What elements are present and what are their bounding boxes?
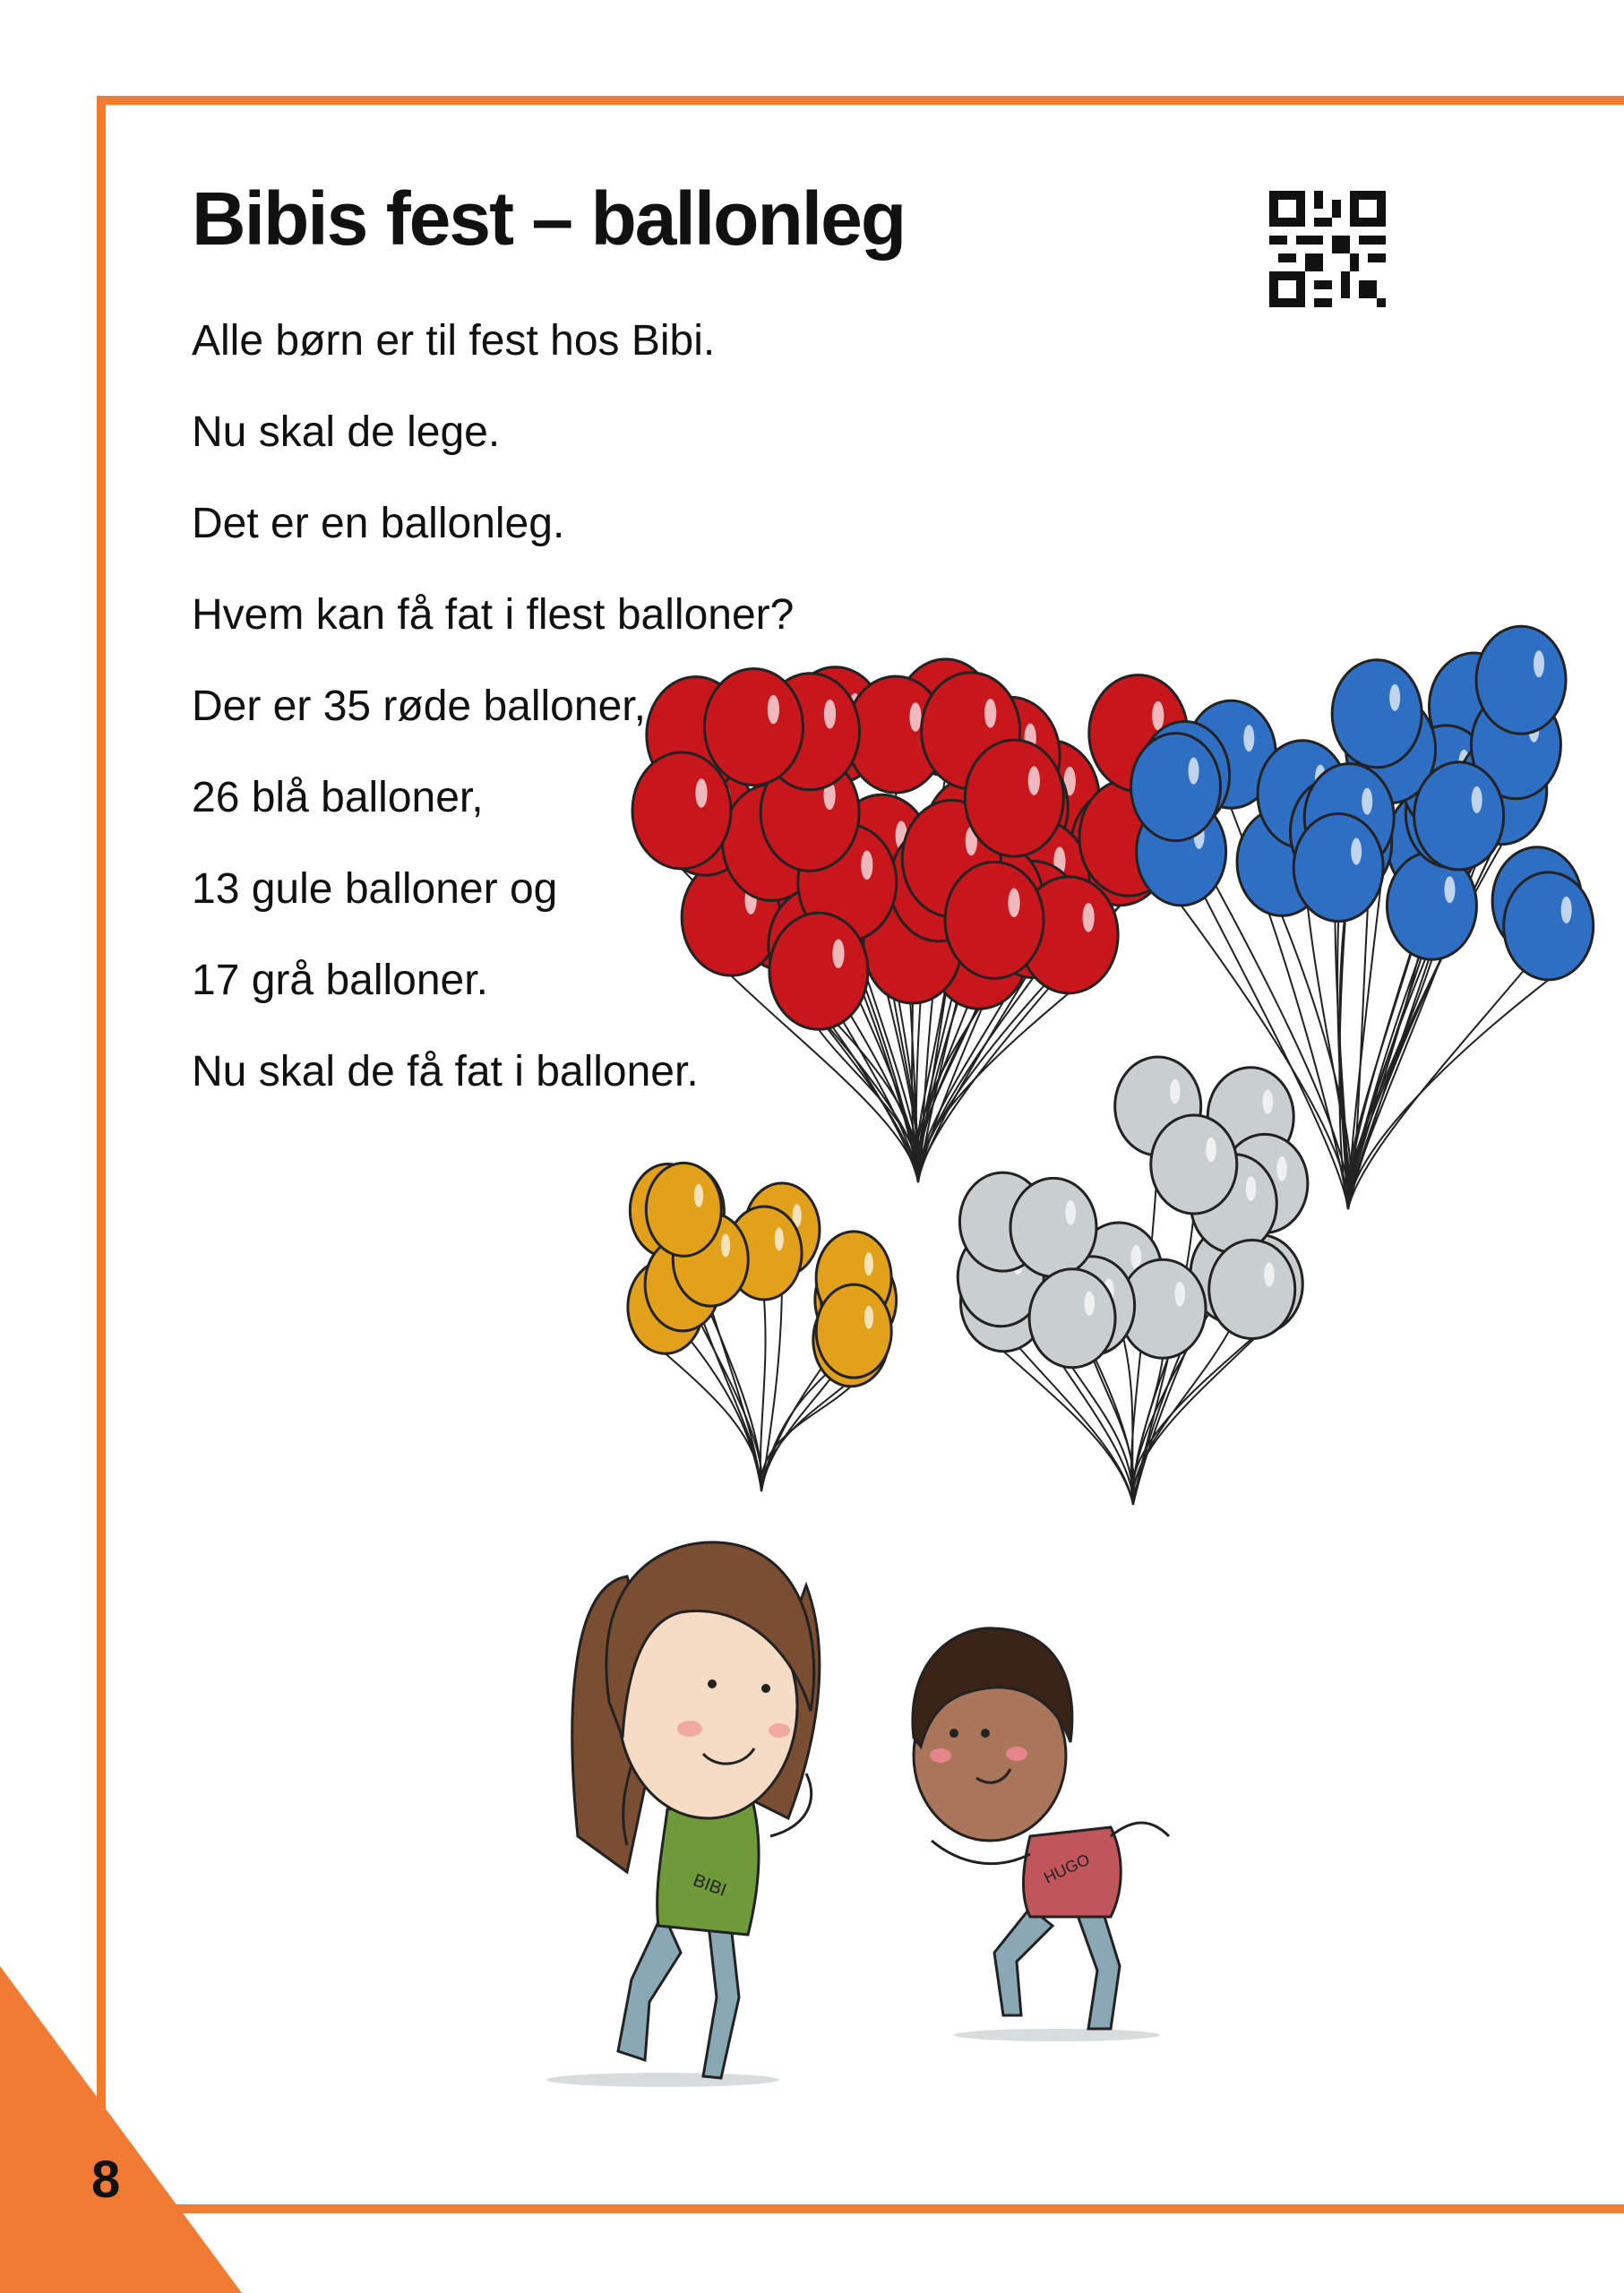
text-line: Nu skal de lege. [192,408,501,456]
balloon-highlight [1362,788,1372,815]
balloon-highlight [1065,1200,1076,1225]
balloon-highlight [775,1227,784,1250]
balloon-string [683,1331,761,1491]
balloon-highlight [1264,1262,1275,1287]
balloon-highlight [824,700,836,729]
page-title: Bibis fest – ballonleg [192,176,906,261]
balloon-highlight [1246,1176,1257,1201]
balloon [632,752,731,869]
balloon [816,1284,891,1378]
balloon-highlight [984,699,996,728]
balloon-highlight [864,1252,873,1275]
balloon [1010,1178,1096,1276]
balloon-highlight [721,1234,730,1258]
balloon-highlight [1243,725,1254,751]
red-balloon-bunch [632,659,1188,1029]
balloon-highlight [1389,684,1400,711]
balloon-highlight [768,695,779,725]
balloon-highlight [1028,766,1040,795]
balloon [1476,626,1566,734]
balloon-highlight [1472,786,1482,813]
balloon [1151,1115,1237,1214]
balloon [1414,762,1504,870]
balloon-highlight [1276,1156,1287,1181]
balloon-highlight [832,940,844,969]
balloon-highlight [909,702,921,732]
balloon-highlight [694,1184,703,1207]
text-line: Det er en ballonleg. [192,500,565,547]
balloon-highlight [1351,838,1362,865]
page-number: 8 [91,2151,121,2209]
balloon [1293,814,1383,922]
yellow-balloon-bunch [628,1163,897,1386]
balloon [1504,872,1594,980]
balloon [646,1163,721,1256]
balloon-highlight [1534,650,1544,677]
balloon-highlight [1206,1138,1216,1163]
balloon-string [1348,955,1537,1209]
balloon-highlight [861,851,872,880]
balloon [1209,1240,1295,1338]
text-line: 26 blå balloner, [192,774,484,821]
text-line: Der er 35 røde balloner, [192,683,646,730]
girl-shirt-label: BIBI [690,1870,729,1901]
shadow [954,2029,1160,2041]
text-line: 13 gule balloner og [192,865,558,913]
balloon-highlight [1008,889,1019,918]
text-line: Hvem kan få fat i flest balloner? [192,591,795,639]
balloon-highlight [1152,701,1164,731]
balloon-highlight [1174,1282,1185,1307]
balloon-highlight [1444,876,1455,903]
balloon [965,740,1063,856]
balloon-highlight [1083,903,1095,932]
shadow [546,2073,779,2087]
boy-hugo [913,1628,1169,2029]
balloon-highlight [1085,1292,1096,1317]
text-line: 17 grå balloner. [192,957,488,1004]
balloon [1029,1269,1115,1368]
girl-bibi [572,1542,820,2078]
balloon-highlight [864,1306,873,1329]
blue-balloon-bunch [1131,626,1594,980]
balloon [1332,660,1422,768]
balloon [769,913,868,1029]
boy-shirt-label: HUGO [1041,1850,1093,1887]
balloon-highlight [1263,1089,1274,1114]
balloon-highlight [695,778,707,808]
balloon-highlight [1170,1079,1181,1104]
balloon-highlight [1561,897,1572,923]
text-line: Alle børn er til fest hos Bibi. [192,317,716,365]
gray-balloon-bunch [958,1057,1308,1368]
balloon [945,862,1044,978]
balloon [704,669,803,786]
balloon [1131,734,1221,841]
balloon-highlight [1189,758,1199,785]
text-line: Nu skal de få fat i balloner. [192,1048,699,1095]
